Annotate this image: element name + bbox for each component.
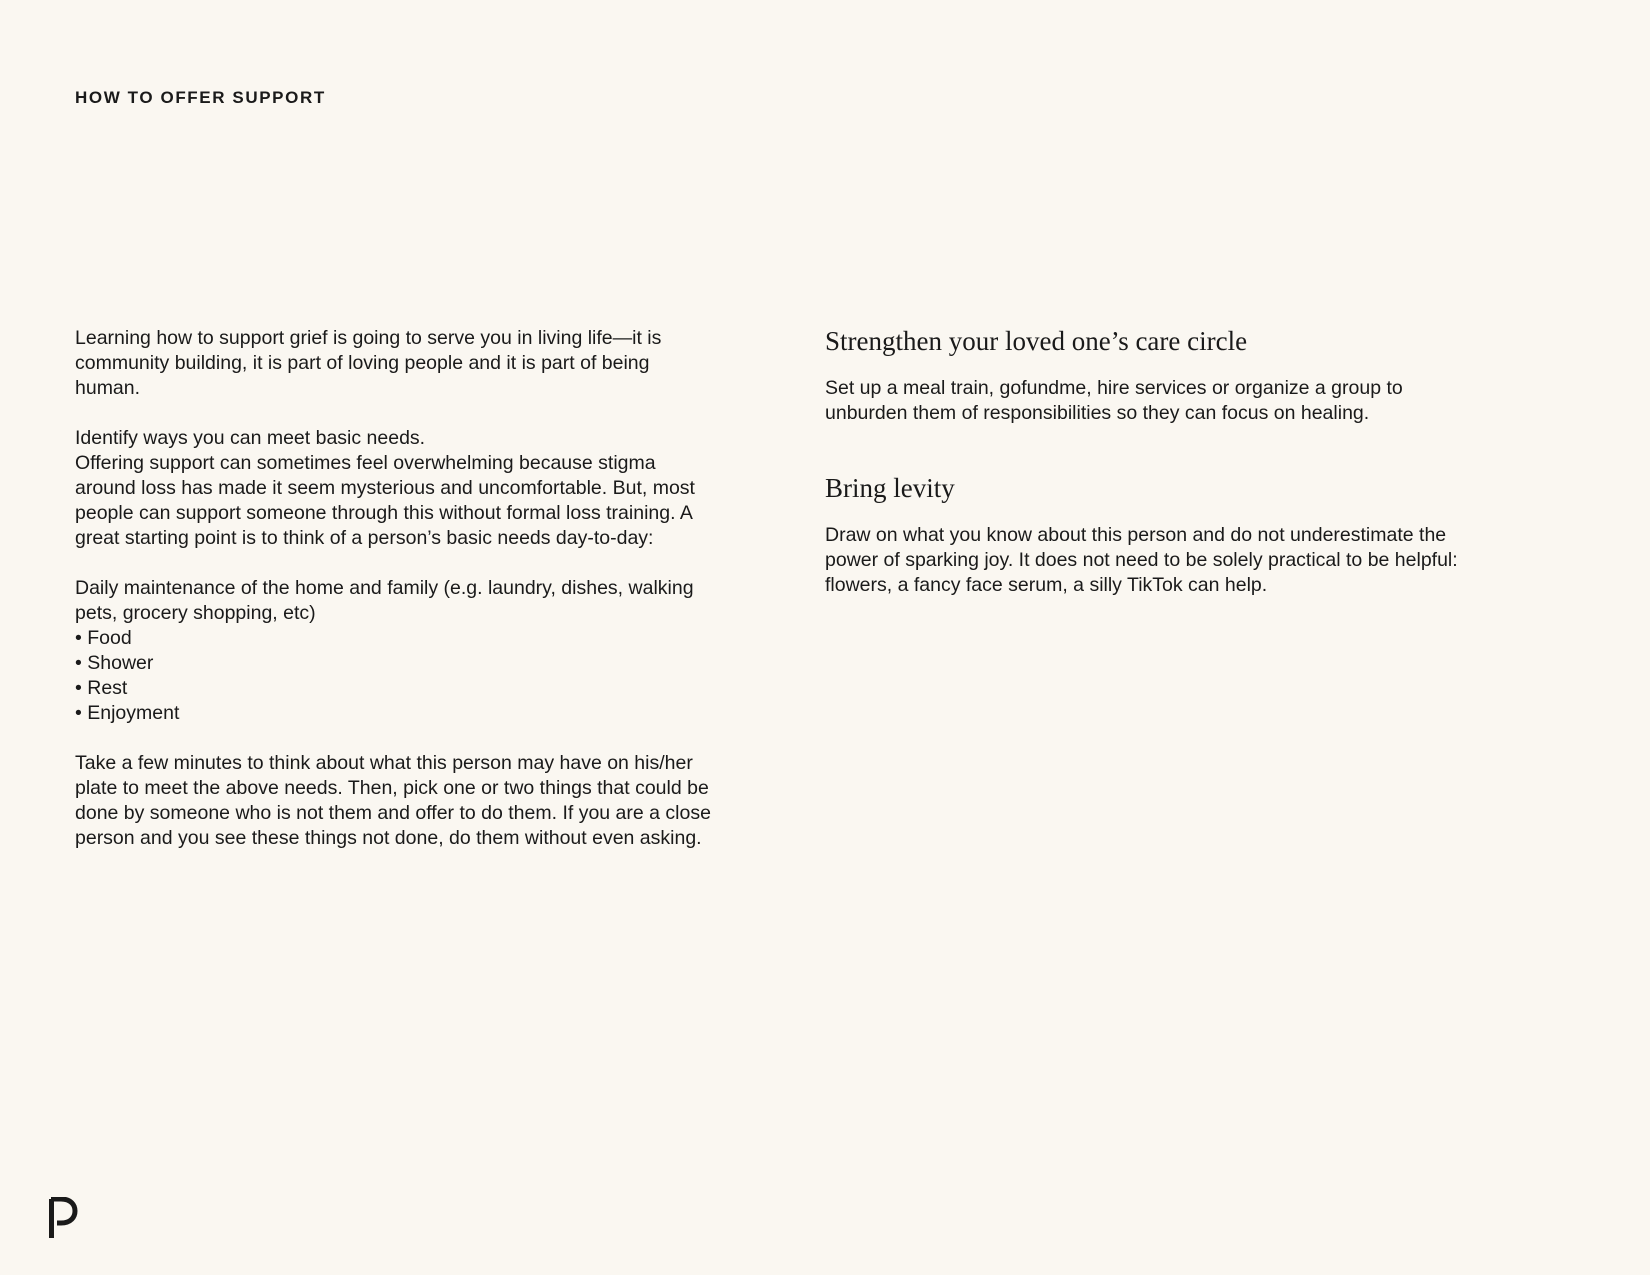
- brand-p-icon: [48, 1197, 78, 1239]
- right-column: [825, 324, 1465, 598]
- list-item: • Food: [75, 626, 715, 651]
- needs-title: Identify ways you can meet basic needs.: [75, 427, 426, 449]
- page-eyebrow-title: HOW TO OFFER SUPPORT: [75, 88, 326, 107]
- care-circle-body: Set up a meal train, gofundme, hire services or organize a group to unburden them of responsibilities so they can focus on healing.: [825, 377, 1403, 424]
- list-item: • Enjoyment: [75, 701, 715, 726]
- levity-section: [825, 471, 1465, 598]
- maintenance-section: [75, 576, 715, 726]
- levity-heading: Bring levity: [825, 473, 955, 503]
- needs-list: [75, 626, 715, 726]
- left-column: [75, 326, 715, 851]
- care-circle-heading: Strengthen your loved one’s care circle: [825, 326, 1248, 356]
- needs-body: Offering support can sometimes feel overwhelming because stigma around loss has made it seem mysterious and uncomfortable. But, most people can support someone through this without formal loss training. A great starting point is to think of a person’s basic needs day-to-day:: [75, 452, 695, 549]
- intro-paragraph: Learning how to support grief is going to serve you in living life—it is community building, it is part of loving people and it is part of being human.: [75, 327, 662, 399]
- list-item: • Rest: [75, 676, 715, 701]
- care-circle-section: [825, 324, 1465, 426]
- needs-section: [75, 426, 715, 551]
- closing-paragraph: Take a few minutes to think about what this person may have on his/her plate to meet the above needs. Then, pick one or two things that could be done by someone who is not them and offer to do them. If you are a close person and you see these things not done, do them without even asking.: [75, 752, 711, 849]
- maintenance-text: Daily maintenance of the home and family (e.g. laundry, dishes, walking pets, grocery shopping, etc): [75, 577, 694, 624]
- levity-body: Draw on what you know about this person and do not underestimate the power of sparking joy. It does not need to be solely practical to be helpful: flowers, a fancy face serum, a silly TikTok can help.: [825, 524, 1458, 596]
- list-item: • Shower: [75, 651, 715, 676]
